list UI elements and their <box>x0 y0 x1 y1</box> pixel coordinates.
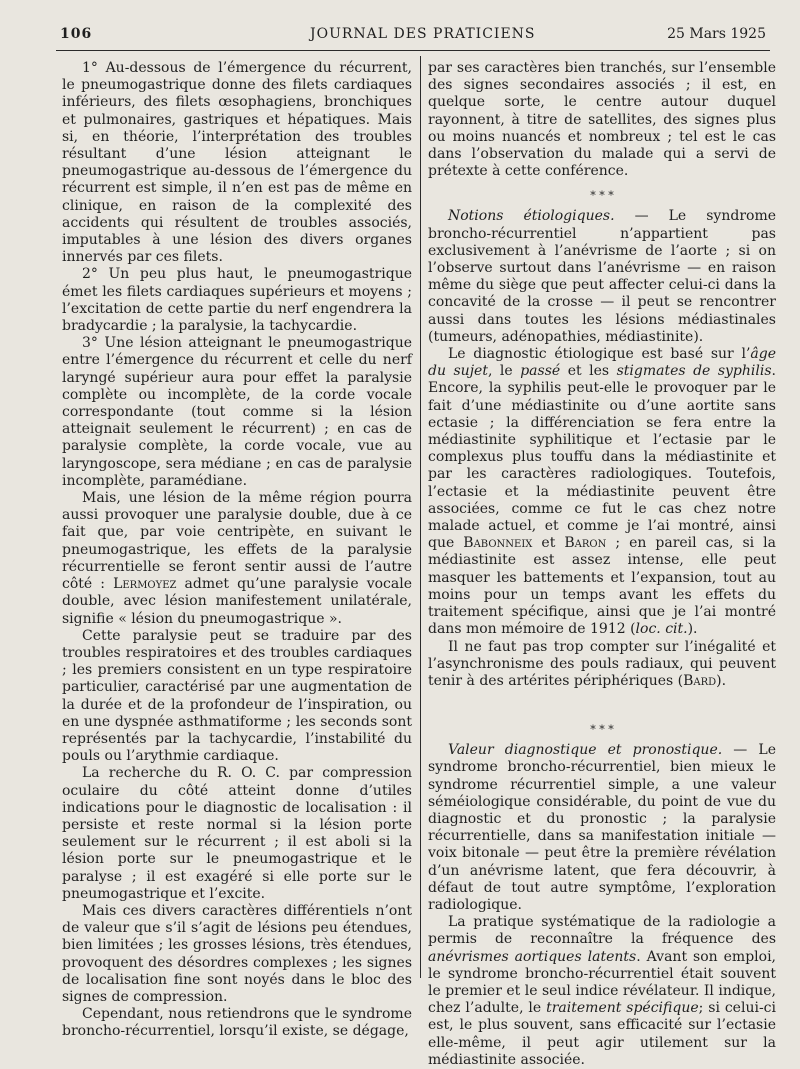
paragraph: Mais ces divers caractères différentiels n’ont de valeur que s’il s’agit de lésions peu étendues, bien limitées ; les grosses lésions, très étendues, provoquent des désordres complexes ; les signes de localisation fine sont noyés dans le bloc des signes de compression. <box>62 902 412 1005</box>
emphasis: âge du sujet <box>428 346 776 380</box>
page-number: 106 <box>60 26 93 42</box>
journal-title: JOURNAL DES PRATICIENS <box>310 26 536 42</box>
paragraph <box>428 639 776 691</box>
section-title: Notions étiologiques. <box>448 208 615 225</box>
paragraph <box>62 490 412 628</box>
paragraph <box>428 208 776 346</box>
paragraph <box>428 914 776 1069</box>
text-run: . Avant son emploi, le syndrome broncho-récurrentiel était souvent le premier et le seul indice révélateur. Il indique, chez l’adulte, le <box>428 948 777 1017</box>
text-run: , le <box>487 363 521 380</box>
paragraph: La recherche du R. O. C. par compression oculaire du côté atteint donne d’utiles indications pour le diagnostic de localisation : il persiste et reste normal si la lésion porte seulement sur le récurrent ; il est aboli si la lésion porte sur le pneumogastrique et le paralyse ; il est exagéré si elle porte sur le pneumogastrique et l’excite. <box>62 765 412 902</box>
emphasis: anévrismes aortiques latents <box>428 948 637 965</box>
left-column <box>62 60 412 1041</box>
author-name: Baron <box>564 535 607 552</box>
paragraph: 1° Au-dessous de l’émergence du récurrent, le pneumogastrique donne des filets cardiaques inférieurs, des filets œsophagiens, bronchiques et pulmonaires, gastriques et hépatiques. Mais si, en théorie, l’interprétation des troubles résultant d’une lésion atteignant le pneumogastrique au-dessous de l’émergence du récurrent est simple, il n’en est pas de même en clinique, en raison de la complexité des accidents qui résultent de troubles associés, imputables à une lésion des divers organes innervés par ces filets. <box>62 60 412 266</box>
text-run: et <box>532 535 565 552</box>
emphasis: traitement spécifique <box>546 1000 699 1017</box>
issue-date: 25 Mars 1925 <box>667 26 766 42</box>
text-run: — Le syndrome broncho-récurrentiel n’appartient pas exclusivement à l’anévrisme de l’aorte ; si on l’observe surtout dans l’anévrisme — en raison même du siège que peut affecter celui-ci dans la concavité de la crosse — il peut se rencontrer aussi dans toutes les lésions médiastinales (tumeurs, adénopathies, médiastinite). <box>428 208 776 345</box>
paragraph: par ses caractères bien tranchés, sur l’ensemble des signes secondaires associés ; il est, en quelque sorte, le centre autour duquel rayonnent, à titre de satellites, des signes plus ou moins nuancés et nombreux ; tel est le cas dans l’observation du malade qui a servi de prétexte à cette conférence. <box>428 60 776 180</box>
text-run: admet qu’une paralysie vocale double, avec lésion manifestement unilatérale, signifie « lésion du pneumogastrique ». <box>62 576 412 627</box>
text-run: Mais, une lésion de la même région pourra aussi provoquer une paralysie double, due à ce fait que, par voie centripète, en suivant le pneumogastrique, les effets de la paralysie récurrentielle se feront sentir aussi de l’autre côté : <box>62 490 412 593</box>
right-column <box>428 60 776 1069</box>
paragraph: 3° Une lésion atteignant le pneumogastrique entre l’émergence du récurrent et celle du nerf laryngé supérieur aura pour effet la paralysie complète ou incomplète, de la corde vocale correspondante (tout comme si la lésion atteignait seulement le récurrent) ; en cas de paralysie complète, la corde vocale, vue au laryngoscope, sera médiane ; en cas de paralysie incomplète, paramédiane. <box>62 335 412 489</box>
section-separator: * * * <box>590 189 614 203</box>
author-name: Lermoyez <box>113 576 177 593</box>
text-run: ; en pareil cas, si la médiastinite est assez intense, elle peut masquer les battements et l’expansion, tout au moins pour un temps avant les effets du traitement spécifique, ainsi que je l’ai montré dans mon mémoire de 1912 ( <box>428 535 776 638</box>
paragraph: Cette paralysie peut se traduire par des troubles respiratoires et des troubles cardiaques ; les premiers consistent en un type respiratoire particulier, caractérisé par une augmentation de la durée et de la profondeur de l’inspiration, ou en une dyspnée asthmatiforme ; les seconds sont représentés par la tachycardie, l’instabilité du pouls ou l’arythmie cardiaque. <box>62 627 412 765</box>
spacer <box>428 690 776 714</box>
section-title: Valeur diagnostique et pronostique. <box>448 742 723 759</box>
text-run: — Le syndrome broncho-récurrentiel, bien mieux le syndrome récurrentiel simple, a une valeur séméiologique considérable, du point de vue du diagnostic et du pronostic ; la paralysie récurrentielle, dans sa manifestation initiale — voix bitonale — peut être la première révélation d’un anévrisme latent, que fera découvrir, à défaut de tout autre symptôme, l’exploration radiologique. <box>428 742 777 913</box>
text-run: ). <box>687 621 698 638</box>
header-rule <box>56 50 770 51</box>
paragraph <box>428 346 776 638</box>
column-divider <box>420 56 421 978</box>
text-run: ; si celui-ci est, le plus souvent, sans efficacité sur l’ectasie elle-même, il peut agir utilement sur la médiastinite associée. <box>428 1000 776 1068</box>
text-run: ). <box>716 672 727 689</box>
paragraph <box>428 742 776 914</box>
text-run: . Encore, la syphilis peut-elle le provoquer par le fait d’une médiastinite ou d’une aortite sans ectasie ; la différenciation se fera entre la médiastinite syphilitique et l’ectasie par le complexus plus touffu dans la médiastinite et par les caractères radiologiques. Toutefois, l’ectasie et la médiastinite peuvent être associées, comme ce fut le cas chez notre malade actuel, et comme je l’ai montré, ainsi que <box>428 363 776 552</box>
page-header <box>60 24 766 50</box>
section-separator: * * * <box>590 723 614 737</box>
emphasis: stigmates de syphilis <box>616 363 772 380</box>
text-run: Il ne faut pas trop compter sur l’inégalité et l’asynchronisme des pouls radiaux, qui peuvent tenir à des artérites périphériques ( <box>428 638 776 689</box>
text-run: Le diagnostic étiologique est basé sur l’ <box>448 346 751 363</box>
paragraph: 2° Un peu plus haut, le pneumogastrique émet les filets cardiaques supérieurs et moyens ; l’excitation de cette partie du nerf engendrera la bradycardie ; la paralysie, la tachycardie. <box>62 266 412 335</box>
text-run: La pratique systématique de la radiologie a permis de reconnaître la fréquence des <box>428 914 776 948</box>
text-run: et les <box>560 363 617 380</box>
author-name: Bard <box>683 672 717 689</box>
paragraph: Cependant, nous retiendrons que le syndrome broncho-récurrentiel, lorsqu’il existe, se dégage, <box>62 1006 412 1040</box>
author-name: Babonneix <box>463 535 533 552</box>
emphasis: passé <box>520 363 561 380</box>
emphasis: loc. cit. <box>635 621 688 638</box>
